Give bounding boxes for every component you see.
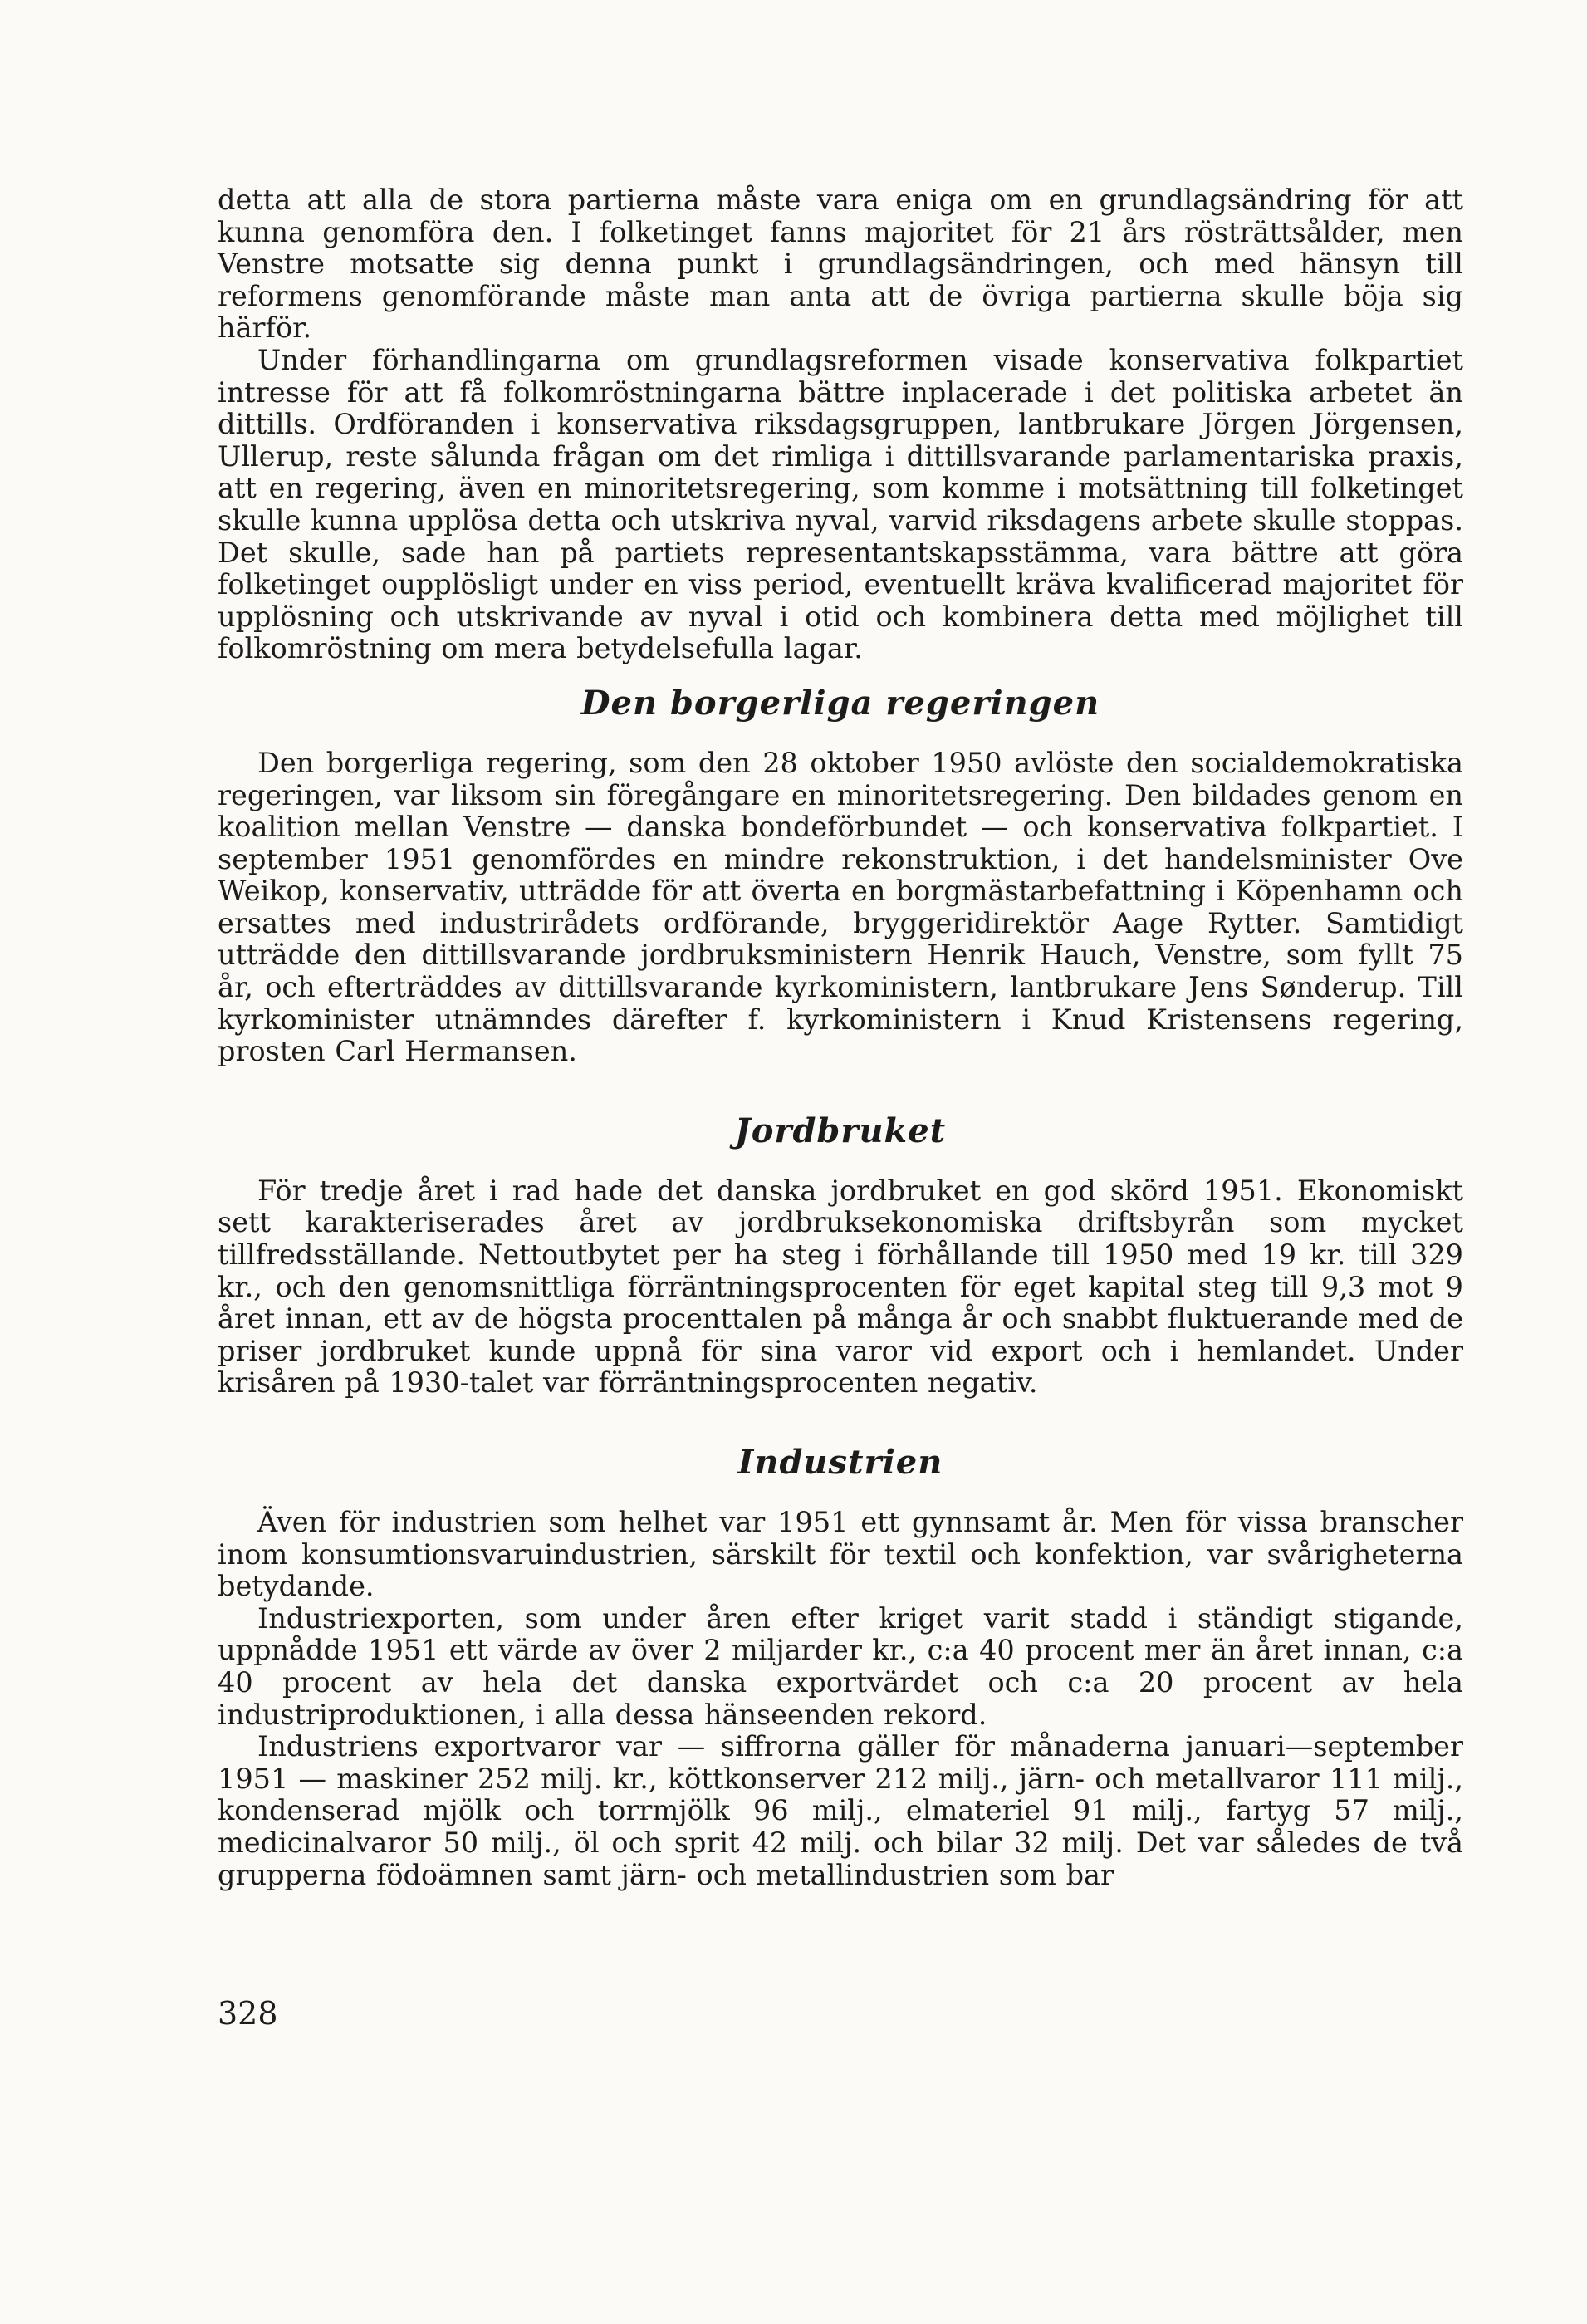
paragraph-regering-1: Den borgerliga regering, som den 28 oktober 1950 avlöste den socialdemokratiska regeringen, var liksom sin föregångare en minoritetsregering. Den bildades genom en koalition mellan Venstre — danska bondeförbundet — och konservativa folkpartiet. I september 1951 genomfördes en mindre rekonstruktion, i det handelsminister Ove Weikop, konservativ, utträdde för att överta en borgmästarbefattning i Köpenhamn och ersattes med industrirådets ordförande, bryggeridirektör Aage Rytter. Samtidigt utträdde den dittillsvarande jordbruksministern Henrik Hauch, Venstre, som fyllt 75 år, och efterträddes av dittillsvarande kyrkoministern, lantbrukare Jens Sønderup. Till kyrkominister utnämndes därefter f. kyrkoministern i Knud Kristensens regering, prosten Carl Hermansen. bbox=[218, 746, 1463, 1068]
section-heading-jordbruket: Jordbruket bbox=[734, 1111, 947, 1150]
paragraph-jordbruket-1: För tredje året i rad hade det danska jordbruket en god skörd 1951. Ekonomiskt sett karakteriserades året av jordbruksekonomiska driftsbyrån som mycket tillfredsställande. Nettoutbytet per ha steg i förhållande till 1950 med 19 kr. till 329 kr., och den genomsnittliga förräntningsprocenten för eget kapital steg till 9,3 mot 9 året innan, ett av de högsta procenttalen på många år och snabbt fluktuerande med de priser jordbruket kunde uppnå för sina varor vid export och i hemlandet. Under krisåren på 1930-talet var förräntningsprocenten negativ. bbox=[218, 1174, 1463, 1400]
document-page bbox=[218, 184, 1463, 1891]
paragraph-industrien-1: Även för industrien som helhet var 1951 ett gynnsamt år. Men för vissa branscher inom konsumtionsvaruindustrien, särskilt för textil och konfektion, var svårigheterna betydande. bbox=[218, 1506, 1463, 1603]
paragraph-industrien-3: Industriens exportvaror var — siffrorna gäller för månaderna januari—september 1951 — maskiner 252 milj. kr., köttkonserver 212 milj., järn- och metallvaror 111 milj., kondenserad mjölk och torrmjölk 96 milj., elmateriel 91 milj., fartyg 57 milj., medicinalvaror 50 milj., öl och sprit 42 milj. och bilar 32 milj. Det var således de två grupperna födoämnen samt järn- och metallindustrien som bar bbox=[218, 1730, 1463, 1891]
section-heading-industrien: Industrien bbox=[737, 1443, 943, 1482]
paragraph-industrien-2: Industriexporten, som under åren efter kriget varit stadd i ständigt stigande, uppnådde 1951 ett värde av över 2 miljarder kr., c:a 40 procent mer än året innan, c:a 40 procent av hela det danska exportvärdet och c:a 20 procent av hela industriproduktionen, i alla dessa hänseenden rekord. bbox=[218, 1601, 1463, 1731]
paragraph-intro-2: Under förhandlingarna om grundlagsreformen visade konservativa folkpartiet intresse för att få folkomröstningarna bättre inplacerade i det politiska arbetet än dittills. Ordföranden i konservativa riksdagsgruppen, lantbrukare Jörgen Jörgensen, Ullerup, reste sålunda frågan om det rimliga i dittillsvarande parlamentariska praxis, att en regering, även en minoritetsregering, som komme i motsättning till folketinget skulle kunna upplösa detta och utskriva nyval, varvid riksdagens arbete skulle stoppas. Det skulle, sade han på partiets representantskapsstämma, vara bättre att göra folketinget oupplösligt under en viss period, eventuellt kräva kvalificerad majoritet för upplösning och utskrivande av nyval i otid och kombinera detta med möjlighet till folkomröstning om mera betydelsefulla lagar. bbox=[218, 343, 1463, 665]
page-number: 328 bbox=[218, 1995, 278, 2032]
section-heading-regering: Den borgerliga regeringen bbox=[580, 683, 1100, 723]
paragraph-intro-1: detta att alla de stora partierna måste vara eniga om en grundlagsändring för att kunna genomföra den. I folketinget fanns majoritet för 21 års rösträttsålder, men Venstre motsatte sig denna punkt i grundlagsändringen, och med hänsyn till reformens genomförande måste man anta att de övriga partierna skulle böja sig härför. bbox=[218, 184, 1463, 345]
